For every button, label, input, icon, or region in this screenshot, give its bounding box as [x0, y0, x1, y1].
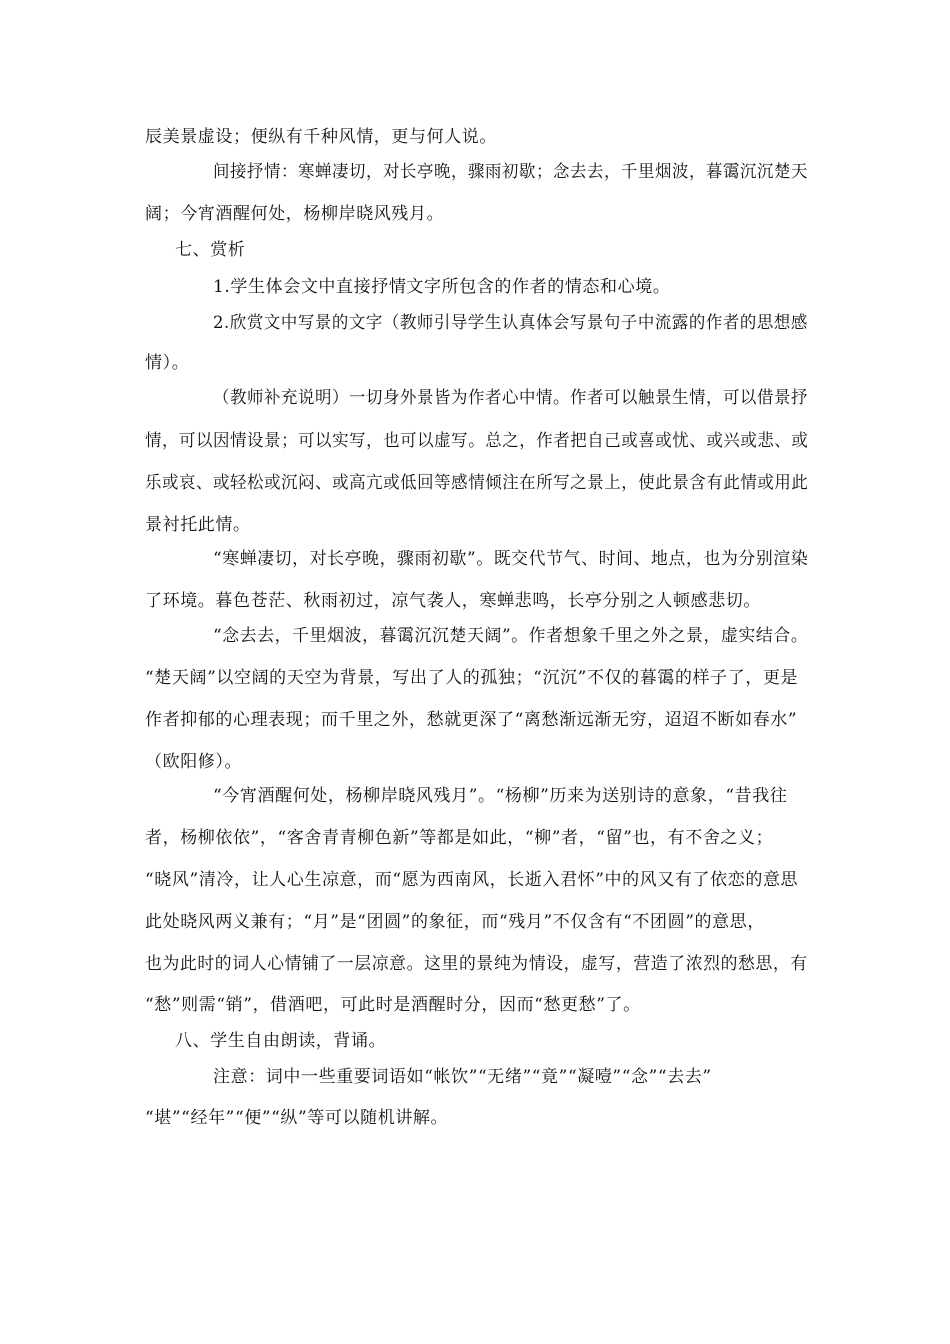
text-line: “寒蝉凄切，对长亭晚，骤雨初歇”。既交代节气、时间、地点，也为分别渲染 [213, 549, 809, 569]
section-heading: 八、学生自由朗读，背诵。 [175, 1031, 387, 1051]
text-line: “今宵酒醒何处，杨柳岸晓风残月”。“杨柳”历来为送别诗的意象，“昔我往 [213, 786, 788, 806]
text-line: 者，杨柳依依”，“客舍青青柳色新”等都是如此，“柳”者，“留”也，有不舍之义； [145, 828, 774, 848]
text-line: “晓风”清冷，让人心生凉意，而“愿为西南风，长逝入君怀”中的风又有了依恋的意思 [145, 870, 799, 890]
text-line: （教师补充说明）一切身外景皆为作者心中情。作者可以触景生情，可以借景抒 [213, 388, 808, 408]
section-heading: 七、赏析 [175, 240, 246, 260]
text-line: 情）。 [145, 353, 190, 373]
text-line: 了环境。暮色苍茫、秋雨初过，凉气袭人，寒蝉悲鸣，长亭分别之人顿感悲切。 [145, 591, 761, 611]
text-line: 2.欣赏文中写景的文字（教师引导学生认真体会写景句子中流露的作者的思想感 [213, 313, 808, 333]
text-line: （欧阳修）。 [145, 752, 243, 772]
text-line: 辰美景虚设；便纵有千种风情，更与何人说。 [145, 127, 497, 147]
text-line: 也为此时的词人心情铺了一层凉意。这里的景纯为情设，虚写，营造了浓烈的愁思，有 [145, 954, 808, 974]
text-line: “念去去，千里烟波，暮霭沉沉楚天阔”。作者想象千里之外之景，虚实结合。 [213, 626, 809, 646]
text-line: “堪”“经年”“便”“纵”等可以随机讲解。 [145, 1108, 449, 1128]
text-line: 阔；今宵酒醒何处，杨柳岸晓风残月。 [145, 204, 445, 224]
text-line: 1.学生体会文中直接抒情文字所包含的作者的情态和心境。 [213, 277, 671, 297]
text-line: “愁”则需“销”，借酒吧，可此时是酒醒时分，因而“愁更愁”了。 [145, 995, 641, 1015]
text-line: “楚天阔”以空阔的天空为背景，写出了人的孤独；“沉沉”不仅的暮霭的样子了，更是 [145, 668, 799, 688]
text-line: 此处晓风两义兼有；“月”是“团圆”的象征，而“残月”不仅含有“不团圆”的意思， [145, 912, 765, 932]
text-line: 景衬托此情。 [145, 515, 251, 535]
text-line: 注意：词中一些重要词语如“帐饮”“无绪”“竟”“凝噎”“念”“去去” [213, 1067, 712, 1087]
text-line: 间接抒情：寒蝉凄切，对长亭晚，骤雨初歇；念去去，千里烟波，暮霭沉沉楚天 [213, 162, 808, 182]
text-line: 情，可以因情设景；可以实写，也可以虚写。总之，作者把自己或喜或忧、或兴或悲、或 [145, 431, 809, 451]
text-line: 乐或哀、或轻松或沉闷、或高亢或低回等感情倾注在所写之景上，使此景含有此情或用此 [145, 473, 809, 493]
text-line: 作者抑郁的心理表现；而千里之外，愁就更深了“离愁渐远渐无穷，迢迢不断如春水” [145, 710, 798, 730]
